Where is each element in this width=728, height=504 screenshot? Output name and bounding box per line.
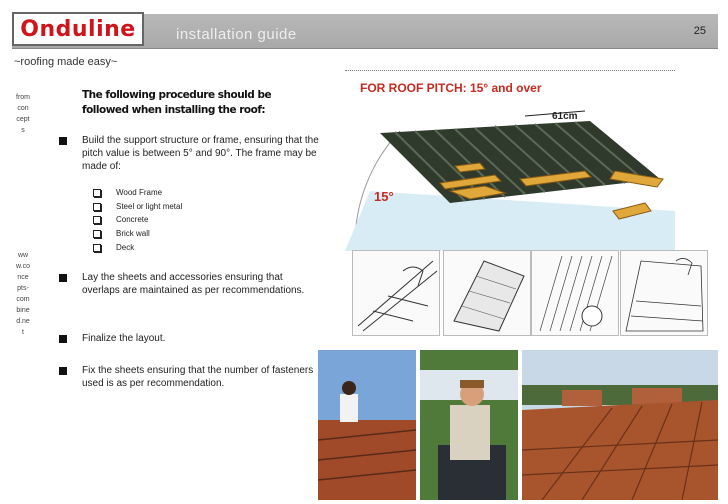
material-brick-wall: Brick wall — [116, 229, 150, 238]
checkbox-icon — [93, 203, 101, 211]
material-concrete: Concrete — [116, 215, 149, 224]
step-1: Build the support structure or frame, ensuring that the pitch value is between 5° and 90°. The frame may be made of: — [82, 134, 322, 173]
material-wood-frame: Wood Frame — [116, 188, 163, 197]
checkbox-icon — [93, 244, 101, 252]
onduline-logo — [12, 12, 144, 46]
step-illustration-4 — [620, 250, 708, 336]
step-illustration-1 — [352, 250, 440, 336]
step-4: Fix the sheets ensuring that the number of fasteners used is as per recommendation. — [82, 364, 322, 390]
step-illustration-3 — [531, 250, 619, 336]
intro-text — [82, 88, 322, 118]
step-2: Lay the sheets and accessories ensuring that overlaps are maintained as per recommendations. — [82, 271, 322, 297]
pitch-measurement: 61cm — [552, 111, 578, 122]
sidebar-brand-text: from concepts — [16, 94, 30, 134]
step-3: Finalize the layout. — [82, 332, 322, 345]
material-deck: Deck — [116, 243, 135, 252]
photo-roof-worker — [318, 350, 416, 500]
page-number: 25 — [693, 25, 706, 37]
checkbox-icon — [93, 216, 101, 224]
checkbox-icon — [93, 189, 101, 197]
roof-pitch-illustration — [345, 71, 675, 251]
photo-roof-frame — [522, 350, 718, 500]
pitch-angle: 15° — [374, 189, 394, 204]
sky-shading — [345, 191, 675, 251]
pitch-figure-title: FOR ROOF PITCH: 15° and over — [360, 81, 542, 95]
checkbox-icon — [93, 230, 101, 238]
photo-installer — [420, 350, 518, 500]
intro-line-1: The following procedure should be — [82, 89, 272, 101]
guide-title: installation guide — [176, 26, 297, 43]
intro-line-2: followed when installing the roof: — [82, 104, 266, 116]
material-steel: Steel or light metal — [116, 202, 183, 211]
roof-pitch-figure — [345, 70, 675, 251]
sidebar-website: www.concepts-combined.net — [16, 252, 30, 336]
tagline: ~roofing made easy~ — [14, 56, 118, 68]
logo-text: Onduline — [20, 16, 136, 42]
step-illustration-2 — [443, 250, 531, 336]
